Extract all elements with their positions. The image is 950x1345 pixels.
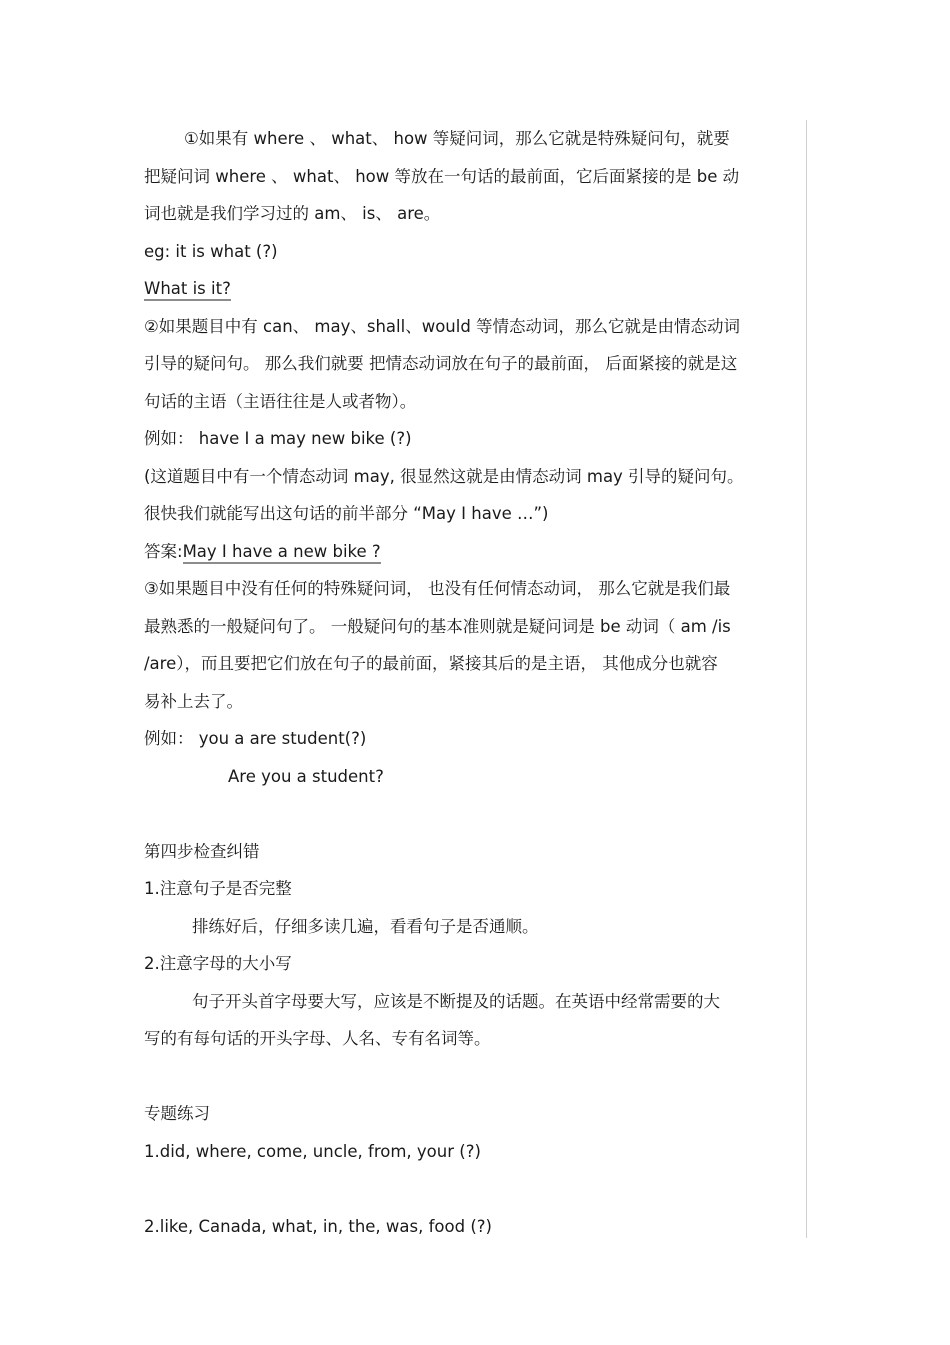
- example2-answer-row: [144, 533, 808, 571]
- example1-question: eg: it is what (?): [144, 241, 278, 261]
- rule2-line2: 引导的疑问句。 那么我们就要 把情态动词放在句子的最前面， 后面紧接的就是这: [144, 354, 738, 373]
- example2-note-line1: (这道题目中有一个情态动词 may, 很显然这就是由情态动词 may 引导的疑问句。: [144, 466, 744, 486]
- spacer: [144, 1058, 808, 1096]
- step4-point1-title: 1.注意句子是否完整: [144, 879, 292, 898]
- example2-answer: May I have a new bike ?: [183, 542, 381, 564]
- rule1-line3: 词也就是我们学习过的 am、 is、 are。: [144, 204, 441, 223]
- rule1-line2: 把疑问词 where 、 what、 how 等放在一句话的最前面，它后面紧接的是 be 动: [144, 166, 740, 186]
- step4-heading: 第四步检查纠错: [144, 841, 260, 861]
- document-body: [144, 120, 808, 1245]
- step4-point1-body: 排练好后，仔细多读几遍，看看句子是否通顺。: [192, 916, 539, 936]
- rule3-line3: /are），而且要把它们放在句子的最前面，紧接其后的是主语， 其他成分也就容: [144, 654, 718, 673]
- example1-answer: What is it?: [144, 279, 231, 301]
- spacer: [144, 1170, 808, 1208]
- practice-heading: 专题练习: [144, 1104, 210, 1123]
- practice-question-1: 1.did, where, come, uncle, from, your (?): [144, 1141, 481, 1161]
- example2-question: 例如： have I a may new bike (?): [144, 429, 412, 448]
- rule3-line2: 最熟悉的一般疑问句了。 一般疑问句的基本准则就是疑问词是 be 动词（ am /is: [144, 616, 731, 636]
- example3-question: 例如： you a are student(?): [144, 729, 367, 748]
- example1-answer-row: [144, 270, 808, 308]
- rule3-line1: ③如果题目中没有任何的特殊疑问词， 也没有任何情态动词， 那么它就是我们最: [144, 579, 731, 598]
- step4-point2-body-line1: 句子开头首字母要大写，应该是不断提及的话题。在英语中经常需要的大: [192, 991, 720, 1011]
- spacer: [144, 795, 808, 833]
- example2-note-line2: 很快我们就能写出这句话的前半部分 “May I have …”): [144, 504, 549, 523]
- practice-question-2: 2.like, Canada, what, in, the, was, food (?): [144, 1216, 492, 1236]
- step4-point2-body-line2: 写的有每句话的开头字母、人名、专有名词等。: [144, 1029, 491, 1048]
- step4-point2-title: 2.注意字母的大小写: [144, 954, 292, 973]
- rule2-line1: ②如果题目中有 can、 may、shall、would 等情态动词，那么它就是由情态动词: [144, 316, 741, 336]
- answer-label: 答案:: [144, 541, 183, 561]
- rule2-line3: 句话的主语（主语往往是人或者物）。: [144, 391, 417, 411]
- rule3-line4: 易补上去了。: [144, 691, 243, 711]
- rule1-line1: ①如果有 where 、 what、 how 等疑问词，那么它就是特殊疑问句，就要: [184, 129, 730, 148]
- example3-answer: Are you a student?: [228, 766, 384, 786]
